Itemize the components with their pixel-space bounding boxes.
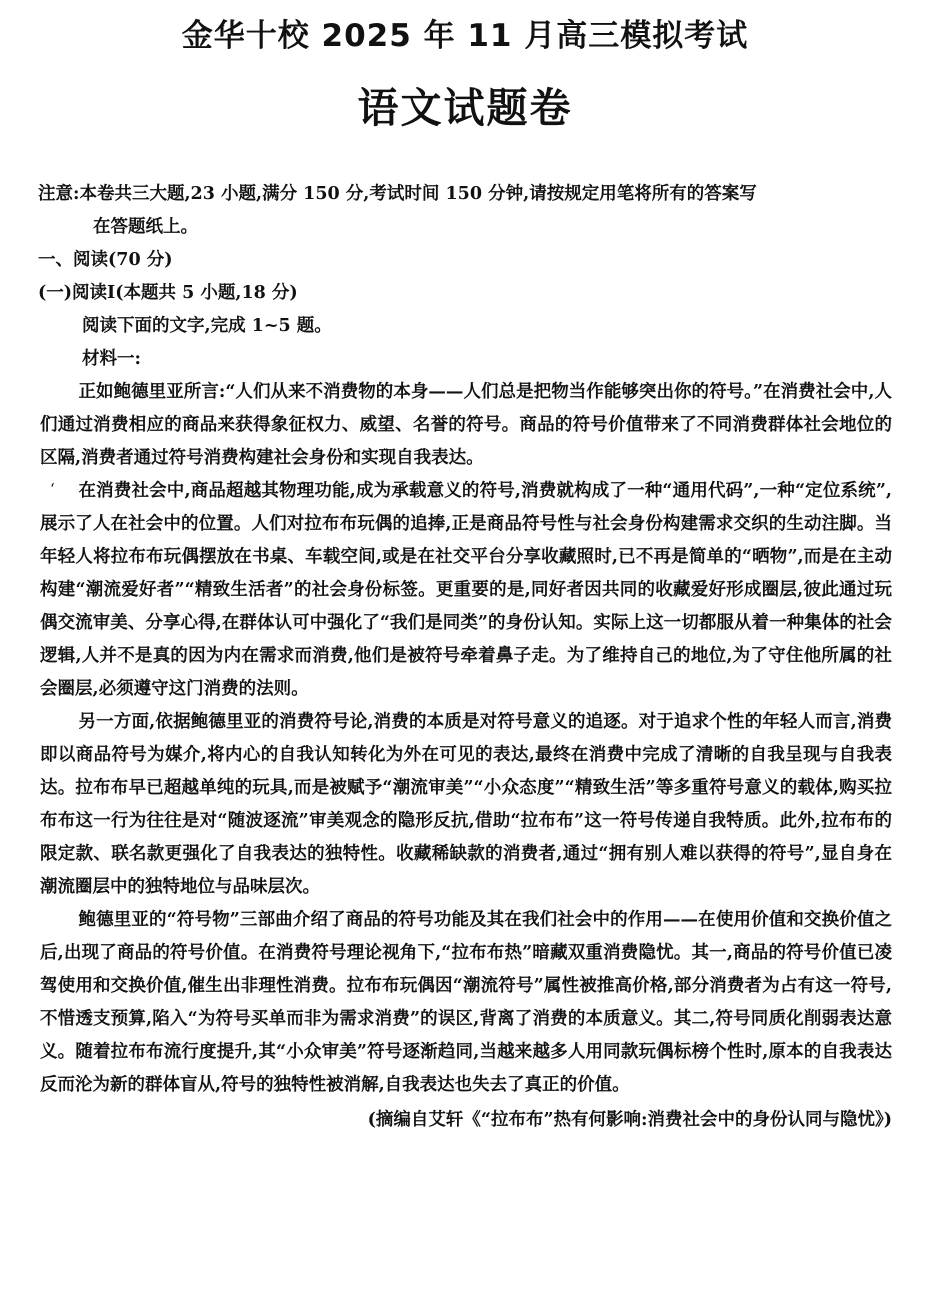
notice-line-2: 在答题纸上。 bbox=[93, 217, 198, 237]
paragraph-2: 在消费社会中,商品超越其物理功能,成为承载意义的符号,消费就构成了一种“通用代码”,一种“定位系统”,展示了人在社会中的位置。人们对拉布布玩偶的追捧,正是商品符号性与社会身份构建需求交织的生动注脚。当年轻人将拉布布玩偶摆放在书桌、车载空间,或是在社交平台分享收藏照时,已不再是简单的“晒物”,而是在主动构建“潮流爱好者”“精致生活者”的社会身份标签。更重要的是,同好者因共同的收藏爱好形成圈层,彼此通过玩偶交流审美、分享心得,在群体认可中强化了“我们是同类”的身份认知。实际上这一切都服从着一种集体的社会逻辑,人并不是真的因为内在需求而消费,他们是被符号牵着鼻子走。为了维持自己的地位,为了守住他所属的社会圈层,必须遵守这门消费的法则。 bbox=[40, 481, 892, 699]
reading-instruction: 阅读下面的文字,完成 1~5 题。 bbox=[82, 316, 332, 336]
source-citation: (摘编自艾轩《“拉布布”热有何影响:消费社会中的身份认同与隐忧》) bbox=[367, 1110, 892, 1130]
paper-title: 语文试题卷 bbox=[357, 84, 573, 132]
stray-mark: ‘ bbox=[50, 480, 55, 498]
subsection-title: (一)阅读Ⅰ(本题共 5 小题,18 分) bbox=[38, 283, 298, 303]
paragraph-1: 正如鲍德里亚所言:“人们从来不消费物的本身——人们总是把物当作能够突出你的符号。”在消费社会中,人们通过消费相应的商品来获得象征权力、威望、名誉的符号。商品的符号价值带来了不同消费群体社会地位的区隔,消费者通过符号消费构建社会身份和实现自我表达。 bbox=[40, 382, 892, 468]
paragraph-2-wrapper bbox=[38, 475, 892, 706]
paragraph-3: 另一方面,依据鲍德里亚的消费符号论,消费的本质是对符号意义的追逐。对于追求个性的年轻人而言,消费即以商品符号为媒介,将内心的自我认知转化为外在可见的表达,最终在消费中完成了清晰的自我呈现与自我表达。拉布布早已超越单纯的玩具,而是被赋予“潮流审美”“小众态度”“精致生活”等多重符号意义的载体,购买拉布布这一行为往往是对“随波逐流”审美观念的隐形反抗,借助“拉布布”这一符号传递自我特质。此外,拉布布的限定款、联名款更强化了自我表达的独特性。收藏稀缺款的消费者,通过“拥有别人难以获得的符号”,显自身在潮流圈层中的独特地位与品味层次。 bbox=[40, 712, 892, 897]
section-title: 一、阅读(70 分) bbox=[38, 250, 173, 270]
material-label: 材料一: bbox=[82, 349, 141, 369]
notice-block bbox=[38, 178, 892, 244]
notice-line-1: 注意:本卷共三大题,23 小题,满分 150 分,考试时间 150 分钟,请按规定用笔将所有的答案写 bbox=[38, 184, 757, 204]
paragraph-4: 鲍德里亚的“符号物”三部曲介绍了商品的符号功能及其在我们社会中的作用——在使用价值和交换价值之后,出现了商品的符号价值。在消费符号理论视角下,“拉布布热”暗藏双重消费隐忧。其一,商品的符号价值已凌驾使用和交换价值,催生出非理性消费。拉布布玩偶因“潮流符号”属性被推高价格,部分消费者为占有这一符号,不惜透支预算,陷入“为符号买单而非为需求消费”的误区,背离了消费的本质意义。其二,符号同质化削弱表达意义。随着拉布布流行度提升,其“小众审美”符号逐渐趋同,当越来越多人用同款玩偶标榜个性时,原本的自我表达反而沦为新的群体盲从,符号的独特性被消解,自我表达也失去了真正的价值。 bbox=[40, 910, 892, 1095]
exam-title: 金华十校 2025 年 11 月高三模拟考试 bbox=[181, 18, 749, 54]
